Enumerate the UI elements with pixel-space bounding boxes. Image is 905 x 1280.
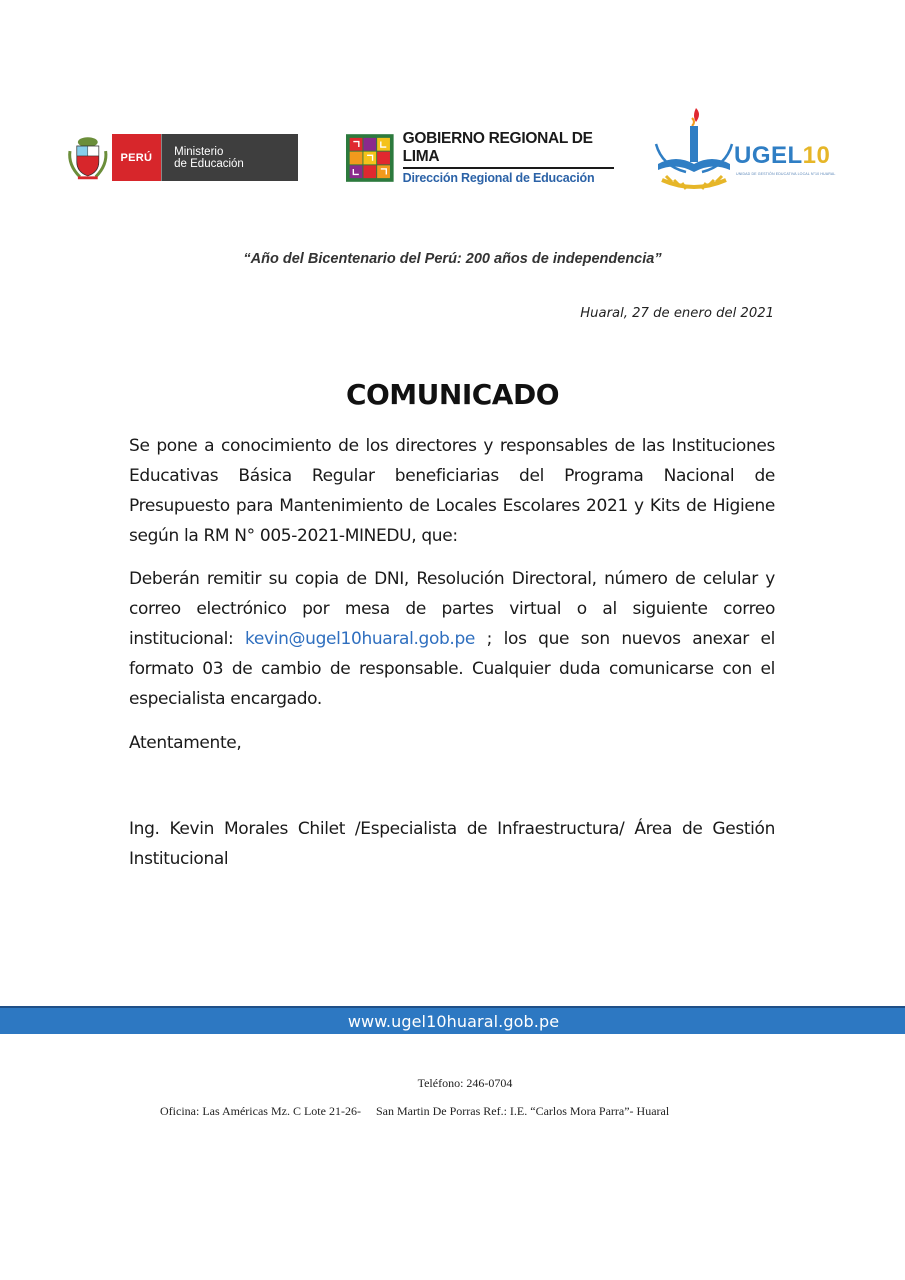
footer-website-band	[0, 1006, 905, 1034]
instructions-text-2: ; los que son nuevos anexar el formato 03 de cambio de responsable. Cualquier duda comunicarse con el especialista encargado.	[129, 629, 775, 709]
ugel10-logo	[652, 104, 836, 196]
gobierno-regional-logo	[346, 130, 614, 186]
signature-block: Ing. Kevin Morales Chilet /Especialista de Infraestructura/ Área de Gestión Institucional	[129, 819, 775, 869]
gore-subtitle: Dirección Regional de Educación	[402, 171, 595, 185]
page-title: COMUNICADO	[345, 378, 560, 411]
closing-line: Atentamente,	[129, 733, 242, 753]
ugel-tagline: UNIDAD DE GESTIÓN EDUCATIVA LOCAL N°10 HUARAL	[736, 172, 836, 176]
peru-coat-of-arms-icon	[66, 133, 110, 182]
gore-text	[403, 130, 614, 186]
footer-phone: Teléfono: 246-0704	[417, 1076, 513, 1090]
gore-title: GOBIERNO REGIONAL DE LIMA	[402, 130, 593, 165]
ugel-number: 10	[802, 142, 831, 169]
year-motto: “Año del Bicentenario del Perú: 200 años de independencia”	[243, 251, 662, 267]
regional-mosaic-icon	[346, 132, 394, 184]
date-line: Huaral, 27 de enero del 2021	[580, 306, 774, 321]
ministry-line-2: de Educación	[174, 157, 244, 170]
contact-email-link[interactable]: kevin@ugel10huaral.gob.pe	[245, 629, 476, 649]
gore-divider	[403, 167, 614, 169]
ministry-line-1: Ministerio	[174, 145, 224, 158]
ugel-word: UGEL	[734, 142, 803, 169]
instructions-paragraph	[129, 564, 775, 714]
ugel-wordmark	[734, 142, 830, 170]
intro-paragraph: Se pone a conocimiento de los directores y responsables de las Instituciones Educativas Básica Regular beneficiarias del Programa Nacional de Presupuesto para Mantenimiento de Locales Escolares 2021 y Kits de Higiene según la RM N° 005-2021-MINEDU, que:	[129, 436, 775, 546]
instructions-text-1: Deberán remitir su copia de DNI, Resolución Directoral, número de celular y correo electrónico por mesa de partes virtual o al siguiente correo institucional:	[129, 569, 775, 649]
ministry-label	[161, 134, 298, 181]
footer-office-address: Oficina: Las Américas Mz. C Lote 21-26- San Martin De Porras Ref.: I.E. “Carlos Mora Parra”- Huaral	[160, 1104, 670, 1118]
ugel-torch-book-icon	[652, 104, 736, 196]
website-link[interactable]: www.ugel10huaral.gob.pe	[347, 1011, 560, 1031]
minedu-logo	[66, 133, 298, 182]
peru-label: PERÚ	[112, 134, 162, 181]
